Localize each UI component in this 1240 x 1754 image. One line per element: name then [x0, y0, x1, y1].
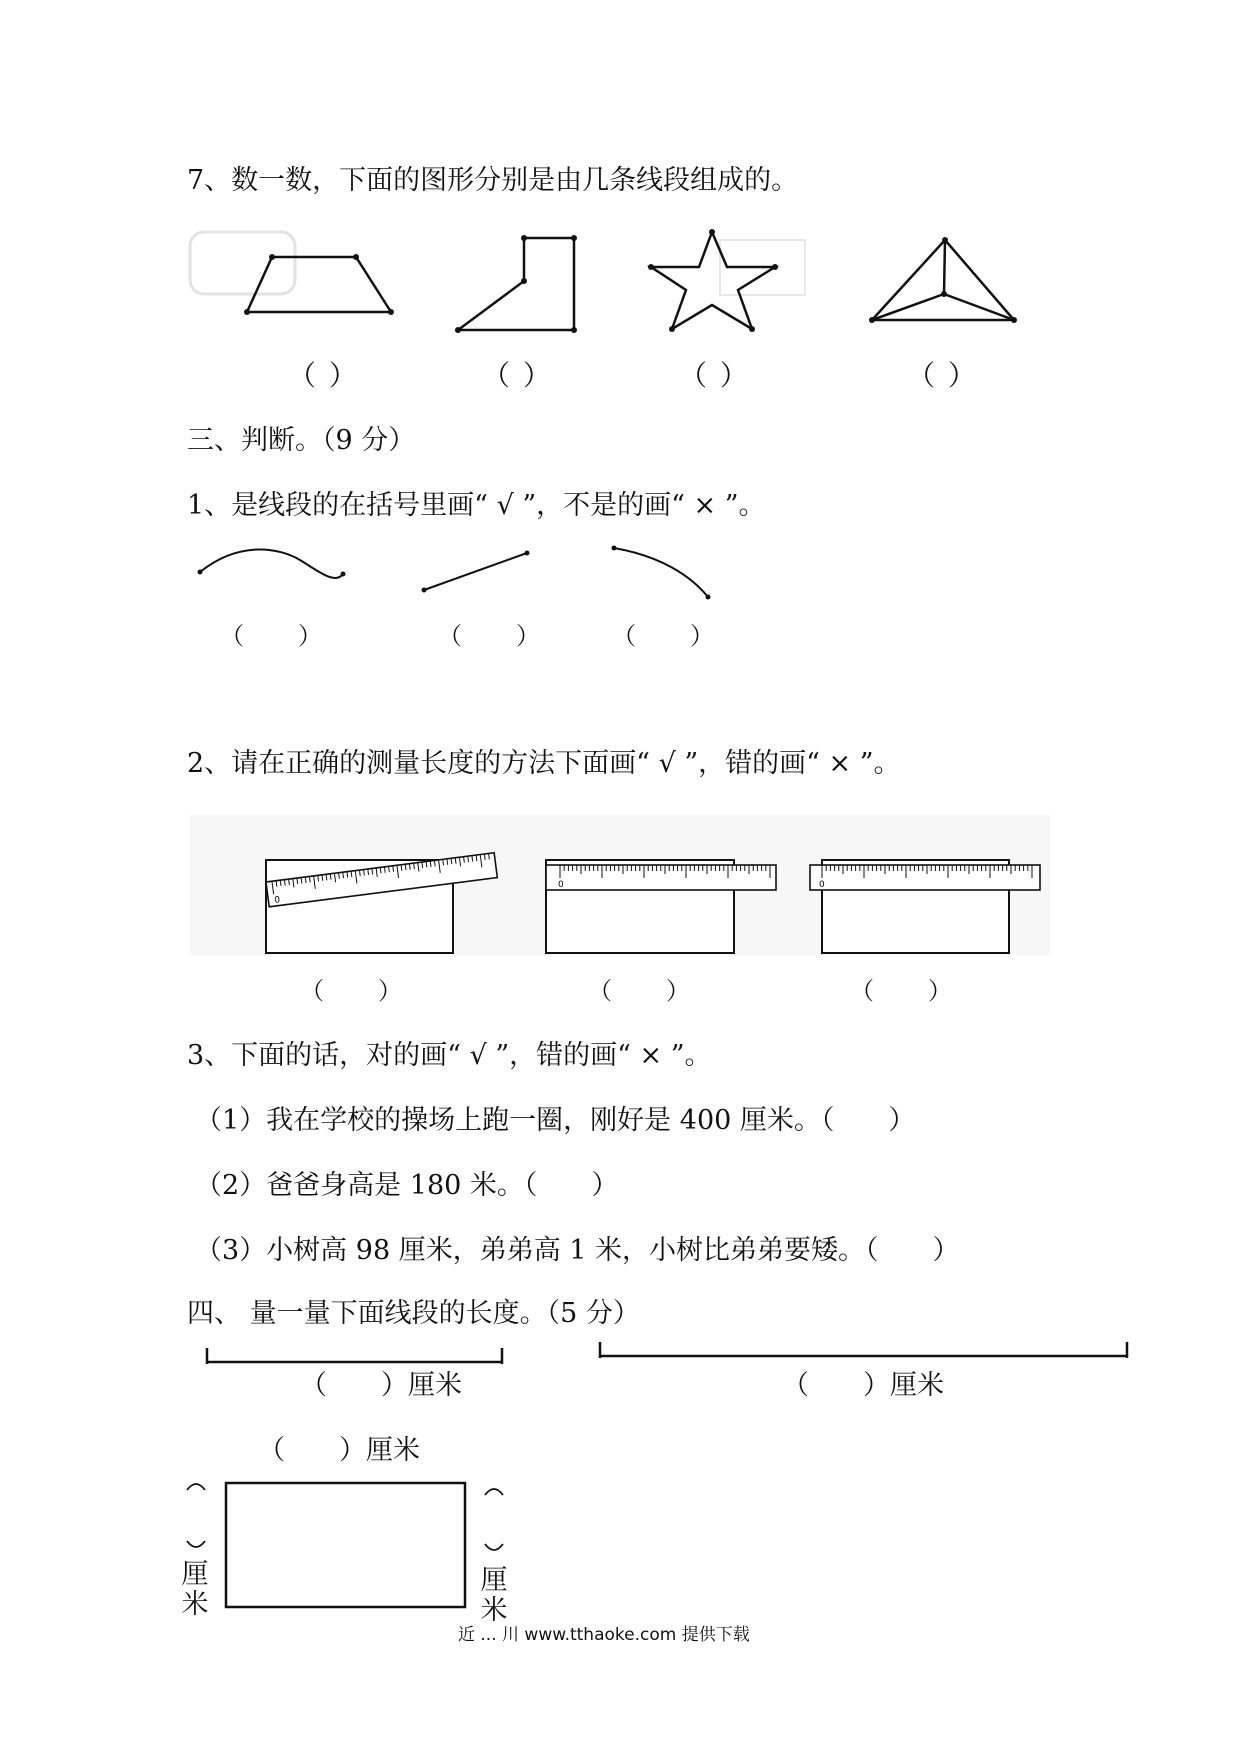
- segment-b: [600, 1342, 1127, 1358]
- left-paren-bottom: [187, 1541, 205, 1547]
- s4-blank-top[interactable]: （ ）厘米: [258, 1435, 420, 1466]
- s3-q2-blank-3[interactable]: （ ）: [850, 977, 954, 1005]
- s3-q2-blank-1[interactable]: （ ）: [300, 977, 404, 1005]
- ruler-2-zero: 0: [558, 880, 564, 890]
- right-paren-bottom: [485, 1544, 503, 1550]
- footer: 近 ... 川 www.tthaoke.com 提供下载: [458, 1625, 750, 1645]
- measure-rectangle: [226, 1483, 465, 1607]
- segment-a: [207, 1348, 502, 1364]
- s3-q1-blank-3[interactable]: （ ）: [612, 622, 716, 650]
- q7-blank-2[interactable]: （ ）: [482, 359, 553, 392]
- s4-blank-a[interactable]: （ ）厘米: [300, 1370, 462, 1401]
- ruler-1-zero: 0: [273, 895, 281, 907]
- s3-q1-blank-1[interactable]: （ ）: [220, 622, 324, 650]
- q7-title: 7、数一数，下面的图形分别是由几条线段组成的。: [187, 165, 799, 196]
- s3-q1-title: 1、是线段的在括号里画“ √ ”，不是的画“ × ”。: [187, 490, 766, 521]
- s3-q2-blank-2[interactable]: （ ）: [588, 977, 692, 1005]
- s3-q3-item-2[interactable]: （2）爸爸身高是 180 米。（ ）: [195, 1170, 619, 1201]
- s3-q1-blank-2[interactable]: （ ）: [438, 622, 542, 650]
- s4-right-unit[interactable]: 厘米: [480, 1565, 508, 1626]
- q7-blank-3[interactable]: （ ）: [679, 359, 750, 392]
- q7-blank-1[interactable]: （ ）: [288, 359, 359, 392]
- section3-heading: 三、判断。（9 分）: [187, 425, 416, 456]
- q7-blank-4[interactable]: （ ）: [907, 359, 978, 392]
- s4-left-unit[interactable]: 厘米: [181, 1559, 209, 1620]
- right-paren-top: [485, 1489, 503, 1495]
- s3-q3-title: 3、下面的话，对的画“ √ ”，错的画“ × ”。: [187, 1040, 712, 1071]
- s4-blank-b[interactable]: （ ）厘米: [782, 1370, 944, 1401]
- ruler-3-zero: 0: [819, 880, 825, 890]
- left-paren-top: [187, 1484, 205, 1490]
- s3-q3-item-1[interactable]: （1）我在学校的操场上跑一圈，刚好是 400 厘米。（ ）: [195, 1105, 916, 1136]
- s3-q2-title: 2、请在正确的测量长度的方法下面画“ √ ”，错的画“ × ”。: [187, 748, 901, 779]
- section4-heading: 四、 量一量下面线段的长度。（5 分）: [187, 1298, 640, 1329]
- s3-q3-item-3[interactable]: （3）小树高 98 厘米，弟弟高 1 米，小树比弟弟要矮。（ ）: [195, 1235, 960, 1266]
